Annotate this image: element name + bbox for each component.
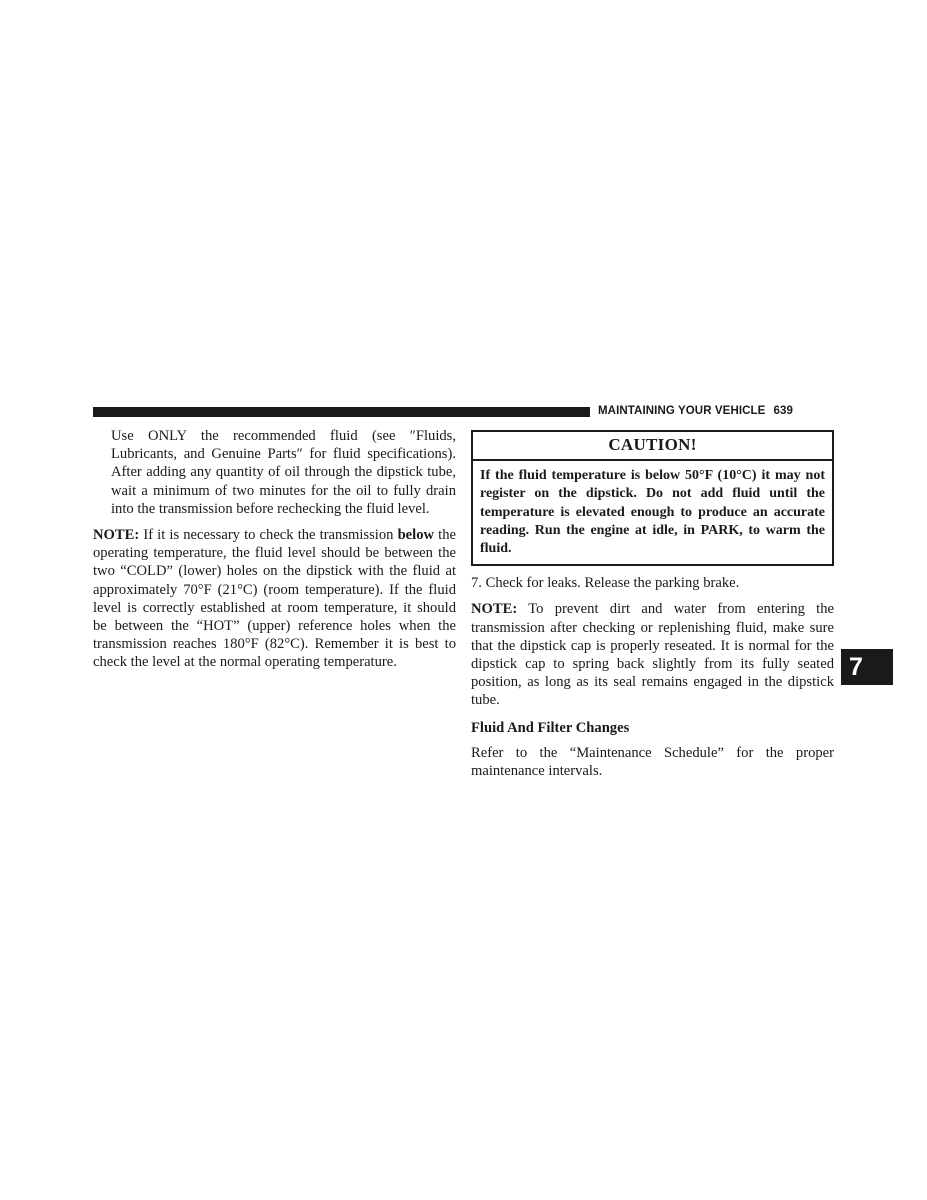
section-heading: Fluid And Filter Changes [471, 719, 630, 736]
chapter-tab: 7 [841, 649, 893, 685]
note-label: NOTE: [93, 527, 140, 544]
section-text: Refer to the “Maintenance Schedule” for the proper maintenance intervals. [471, 744, 834, 780]
header-rule [93, 407, 590, 417]
page-number: 639 [773, 405, 793, 417]
note-paragraph-left [93, 526, 456, 672]
right-column [471, 430, 834, 780]
note-text-before: If it is necessary to check the transmission [143, 527, 394, 544]
caution-box [471, 430, 834, 566]
section-title: MAINTAINING YOUR VEHICLE [598, 405, 766, 417]
note-bold-word: below [397, 527, 435, 544]
note-paragraph-right [471, 600, 834, 709]
step-7: 7. Check for leaks. Release the parking brake. [471, 575, 740, 592]
note-label: NOTE: [471, 601, 518, 618]
note-text-after: the operating temperature, the fluid level should be between the two “COLD” (lower) holes on the dipstick with the fluid at approximately 70°F (21°C) (room temperature). If the fluid level is correctly established at room temperature, it should be between the “HOT” (upper) reference holes when the transmission reaches 180°F (82°C). Remember it is best to check the level at the normal operating temperature. [93, 527, 457, 671]
running-header [598, 405, 834, 417]
caution-text: If the fluid temperature is below 50°F (10°C) it may not register on the dipstick. Do not add fluid until the temperature is elevated enough to produce an accurate reading. Run the engine at idle, in PARK, to warm the fluid. [480, 468, 825, 557]
fluid-recommendation-paragraph: Use ONLY the recommended fluid (see ″Fluids, Lubricants, and Genuine Parts″ for fluid specifications). After adding any quantity of oil through the dipstick tube, wait a minimum of two minutes for the oil to fully drain into the transmission before rechecking the fluid level. [111, 428, 456, 517]
left-column [93, 427, 456, 672]
note-text: To prevent dirt and water from entering the transmission after checking or replenishing fluid, make sure that the dipstick cap is properly reseated. It is normal for the dipstick cap to spring back slightly from its fully seated position, as long as its seal remains engaged in the dipstick tube. [471, 601, 834, 709]
caution-title: CAUTION! [473, 432, 832, 461]
